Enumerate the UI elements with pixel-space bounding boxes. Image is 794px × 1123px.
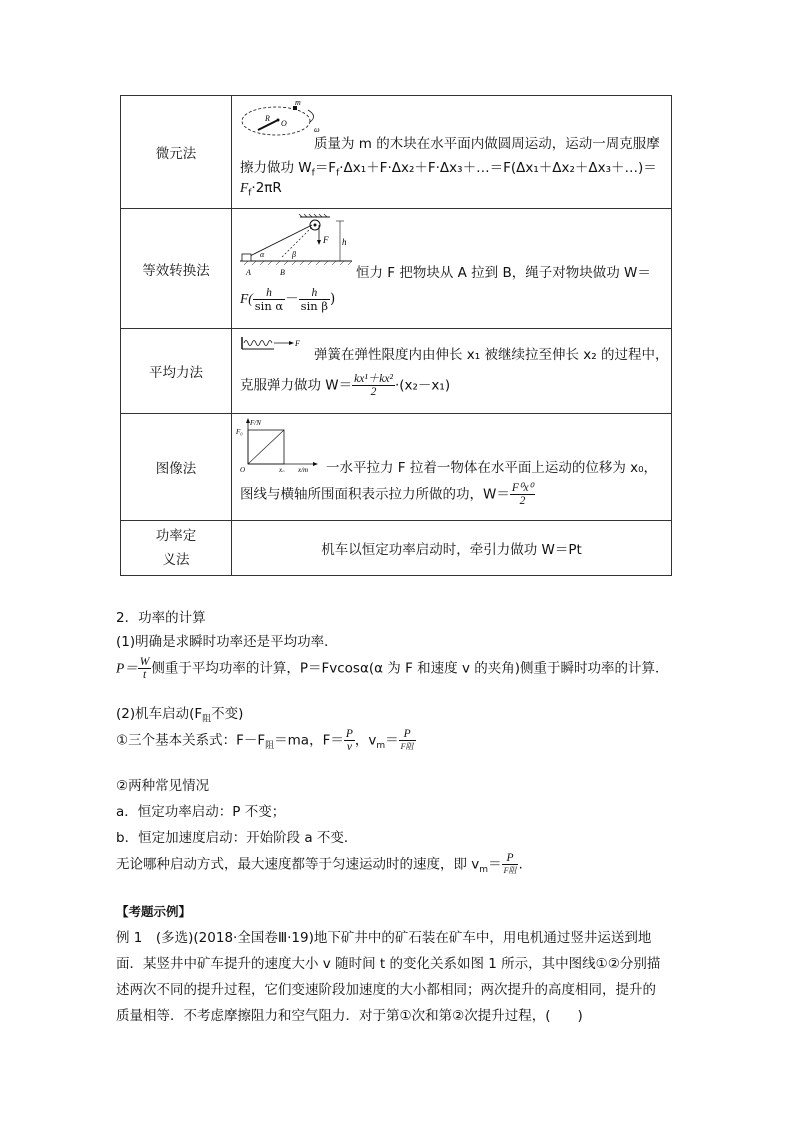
text: ②两种常见情况 — [116, 778, 210, 794]
numerator: kx¹＋kx² — [354, 373, 393, 385]
example-heading — [116, 902, 191, 920]
label-x-axis: x/m — [298, 466, 309, 472]
label-omega: ω — [314, 125, 320, 134]
example-line — [116, 952, 660, 972]
row-label — [121, 209, 232, 329]
numerator: F⁰x⁰ — [511, 482, 534, 494]
spring-diagram — [240, 335, 304, 353]
text: 擦力做功 W — [240, 160, 312, 176]
subscript: m — [479, 865, 489, 876]
example-line — [116, 1004, 583, 1024]
subscript: m — [376, 741, 386, 752]
text: 一水平拉力 F 拉着一物体在水平面上运动的位移为 x₀， — [326, 460, 658, 476]
text: ＝F — [314, 160, 337, 176]
label-origin: O — [240, 466, 246, 472]
paragraph — [116, 852, 523, 877]
fraction — [299, 287, 330, 312]
section-heading — [116, 606, 206, 626]
example-line — [116, 926, 651, 946]
row-label-line: 义法 — [162, 552, 190, 568]
numerator: W — [139, 656, 150, 668]
label-h: h — [342, 237, 347, 247]
row-label-text: 平均力法 — [149, 365, 203, 381]
paragraph — [116, 826, 357, 846]
row-content — [232, 414, 672, 521]
table-row — [121, 521, 672, 576]
label-alpha: α — [260, 250, 265, 259]
text: a．恒定功率启动：P 不变； — [116, 804, 286, 820]
denominator: sin β — [300, 299, 328, 313]
text-line — [326, 456, 657, 476]
label-F: F — [323, 235, 329, 245]
text-line — [356, 261, 651, 281]
fraction — [510, 482, 535, 507]
subscript: f — [336, 168, 340, 179]
row-content — [232, 521, 672, 576]
row-label — [121, 414, 232, 521]
table-row — [121, 414, 672, 521]
text: 质量相等．不考虑摩擦阻力和空气阻力．对于第①次和第②次提升过程，( ) — [116, 1008, 583, 1024]
example-line — [116, 978, 656, 998]
label-R: R — [265, 114, 270, 123]
text: 图线与横轴所围面积表示拉力所做的功，W＝ — [240, 486, 510, 503]
fraction — [253, 287, 285, 312]
text: 面．某竖井中矿车提升的速度大小 v 随时间 t 的变化关系如图 1 所示，其中图线①②分别描 — [116, 956, 661, 972]
denominator: F阻 — [503, 866, 517, 875]
row-label-text: 等效转换法 — [142, 262, 210, 279]
text: 弹簧在弹性限度内由伸长 x₁ 被继续拉至伸长 x₂ 的过程中， — [314, 347, 669, 363]
numerator: h — [299, 287, 330, 300]
text: － — [285, 291, 299, 307]
label-B: B — [280, 268, 285, 277]
table-row — [121, 96, 672, 209]
label-beta: β — [292, 250, 296, 259]
numerator: P — [399, 728, 416, 741]
denominator: F阻 — [400, 742, 414, 751]
methods-table — [120, 95, 672, 576]
text: 2．功率的计算 — [116, 610, 206, 626]
text: (2)机车启动(F — [116, 706, 203, 722]
text: 质量为 m 的木块在水平面内做圆周运动，运动一周克服摩 — [314, 136, 660, 152]
fraction — [502, 852, 519, 877]
text: 无论哪种启动方式，最大速度都等于匀速运动时的速度，即 v — [116, 856, 480, 873]
row-content — [232, 209, 672, 329]
row-label — [121, 96, 232, 209]
text: P＝ — [116, 660, 138, 676]
row-content — [232, 96, 672, 209]
row-content — [232, 329, 672, 414]
label-x0: x₀ — [279, 466, 285, 472]
text-line — [240, 156, 657, 179]
circular-motion-diagram — [238, 100, 326, 140]
text: ＝ — [488, 856, 502, 873]
text-line — [240, 373, 450, 398]
subscript: 阻 — [202, 714, 212, 725]
text-line — [314, 343, 668, 363]
label-A: A — [246, 268, 251, 277]
fraction — [399, 728, 416, 753]
text: ＝ma，F＝ — [274, 732, 344, 749]
label-F0: F₀ — [236, 428, 243, 436]
text: F — [240, 180, 249, 195]
fraction — [344, 728, 355, 753]
numerator: P — [502, 852, 519, 865]
row-label-line: 功率定 — [155, 528, 197, 544]
paragraph — [116, 702, 243, 725]
label-m: m — [295, 100, 301, 107]
text: 机车以恒定功率启动时，牵引力做功 W＝Pt — [321, 542, 582, 558]
text: 【考题示例】 — [116, 904, 192, 919]
text: 述两次不同的提升过程，它们变速阶段加速度的大小都相同；两次提升的高度相同，提升的 — [116, 982, 656, 998]
text: ，v — [354, 732, 377, 749]
text: ＝ — [385, 732, 399, 749]
text: F( — [240, 291, 253, 306]
denominator: 2 — [519, 495, 526, 507]
text: (1)明确是求瞬时功率还是平均功率． — [116, 634, 338, 650]
text: ·2πR — [251, 180, 282, 196]
text-line — [314, 132, 660, 152]
subscript: 阻 — [265, 741, 275, 752]
force-displacement-graph — [236, 416, 322, 472]
fraction — [138, 656, 152, 681]
paragraph — [116, 656, 669, 681]
fraction — [352, 373, 395, 398]
paragraph — [116, 800, 285, 820]
text: ) — [329, 291, 336, 307]
text: 侧重于平均功率的计算，P＝Fvcosα(α 为 F 和速度 v 的夹角)侧重于瞬时功率的计算． — [151, 660, 669, 677]
label-F-axis: F/N — [250, 419, 261, 427]
text-line — [240, 180, 282, 199]
text: ①三个基本关系式：F－F — [116, 732, 266, 749]
text: 不变) — [211, 706, 244, 722]
row-label-text: 图像法 — [155, 461, 197, 477]
text: . — [518, 856, 523, 873]
text: 例 1 (多选)(2018·全国卷Ⅲ·19)地下矿井中的矿石装在矿车中，用电机通过竖井运送到地 — [116, 930, 652, 946]
pulley-diagram — [240, 213, 352, 279]
denominator: t — [142, 669, 147, 681]
label-F: F — [295, 339, 300, 348]
paragraph — [116, 774, 209, 794]
text: b．恒定加速度启动：开始阶段 a 不变． — [116, 830, 358, 846]
row-label — [121, 521, 232, 576]
text-line — [240, 287, 335, 312]
text: ·Δx₁＋F·Δx₂＋F·Δx₃＋…＝F(Δx₁＋Δx₂＋Δx₃＋…)＝ — [339, 160, 657, 176]
paragraph — [116, 728, 416, 753]
paragraph — [116, 630, 338, 650]
row-label — [121, 329, 232, 414]
table-row — [121, 209, 672, 329]
table-row — [121, 329, 672, 414]
text: 克服弹力做功 W＝ — [240, 377, 353, 394]
row-label-text: 微元法 — [155, 146, 197, 162]
label-O: O — [281, 119, 287, 128]
text-line — [240, 482, 535, 507]
text: 恒力 F 把物块从 A 拉到 B，绳子对物块做功 W＝ — [356, 265, 651, 281]
numerator: h — [253, 287, 285, 300]
denominator: v — [346, 741, 352, 753]
text: ·(x₂－x₁) — [394, 377, 451, 394]
denominator: 2 — [370, 386, 377, 398]
subscript: f — [248, 188, 252, 199]
numerator: P — [345, 728, 353, 740]
denominator: sin α — [254, 299, 284, 313]
subscript: f — [311, 168, 315, 179]
